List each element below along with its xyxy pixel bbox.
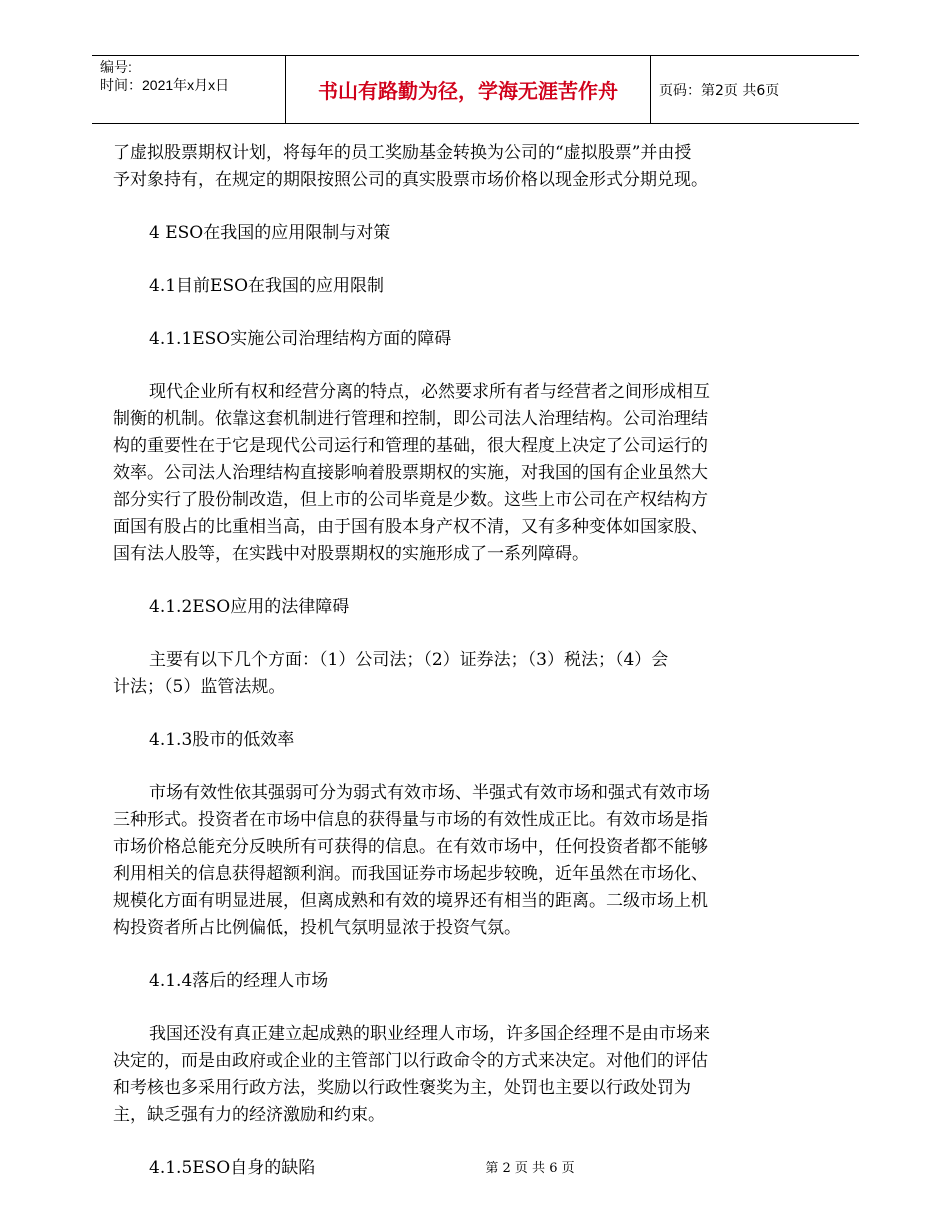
text-line: 和考核也多采用行政方法，奖励以行政性褒奖为主，处罚也主要以行政处罚为 xyxy=(113,1078,691,1098)
text-line: 三种形式。投资者在市场中信息的获得量与市场的有效性成正比。有效市场是指 xyxy=(113,810,708,830)
section-heading: 4 ESO在我国的应用限制与对策 xyxy=(149,223,391,243)
text-line: 构投资者所占比例偏低，投机气氛明显浓于投资气氛。 xyxy=(113,918,521,938)
text-line: 规模化方面有明显进展，但离成熟和有效的境界还有相当的距离。二级市场上机 xyxy=(113,891,708,911)
text-line: 国有法人股等，在实践中对股票期权的实施形成了一系列障碍。 xyxy=(113,544,589,564)
section-heading: 4.1.1ESO实施公司治理结构方面的障碍 xyxy=(149,329,452,349)
paragraph-2 xyxy=(113,379,773,568)
text-line: 构的重要性在于它是现代公司运行和管理的基础，很大程度上决定了公司运行的 xyxy=(113,436,708,456)
text-line: 决定的，而是由政府或企业的主管部门以行政命令的方式来决定。对他们的评估 xyxy=(113,1051,708,1071)
text-line: 部分实行了股份制改造，但上市的公司毕竟是少数。这些上市公司在产权结构方 xyxy=(113,490,708,510)
paragraph-5 xyxy=(113,1021,773,1129)
page-header xyxy=(92,55,859,124)
section-heading: 4.1.2ESO应用的法律障碍 xyxy=(149,597,350,617)
paragraph-4 xyxy=(113,780,773,942)
section-heading: 4.1.3股市的低效率 xyxy=(149,730,295,750)
header-page-cell xyxy=(651,56,867,123)
document-body xyxy=(113,140,773,1182)
text-line: 利用相关的信息获得超额利润。而我国证券市场起步较晚，近年虽然在市场化、 xyxy=(113,864,708,884)
paragraph-1 xyxy=(113,140,773,194)
header-meta-cell xyxy=(92,56,286,123)
text-line: 主，缺乏强有力的经济激励和约束。 xyxy=(113,1105,385,1125)
time-label: 时间：2021年x月x日 xyxy=(100,77,230,93)
text-line: 制衡的机制。依靠这套机制进行管理和控制，即公司法人治理结构。公司治理结 xyxy=(113,409,708,429)
text-line: 现代企业所有权和经营分离的特点，必然要求所有者与经营者之间形成相互 xyxy=(149,382,710,402)
section-heading: 4.1目前ESO在我国的应用限制 xyxy=(149,276,385,296)
paragraph-3 xyxy=(113,647,773,701)
text-line: 面国有股占的比重相当高，由于国有股本身产权不清，又有多种变体如国家股、 xyxy=(113,517,708,537)
text-line: 效率。公司法人治理结构直接影响着股票期权的实施，对我国的国有企业虽然大 xyxy=(113,463,708,483)
text-line: 市场价格总能充分反映所有可获得的信息。在有效市场中，任何投资者都不能够 xyxy=(113,837,708,857)
page-indicator: 页码：第2页 共6页 xyxy=(659,82,780,99)
text-line: 我国还没有真正建立起成熟的职业经理人市场，许多国企经理不是由市场来 xyxy=(149,1024,710,1044)
text-line: 了虚拟股票期权计划，将每年的员工奖励基金转换为公司的“虚拟股票”并由授 xyxy=(113,143,692,163)
motto-text: 书山有路勤为径，学海无涯苦作舟 xyxy=(318,79,618,103)
text-line: 计法；（5）监管法规。 xyxy=(113,677,286,697)
header-motto-cell xyxy=(286,56,651,123)
section-heading: 4.1.5ESO自身的缺陷 xyxy=(149,1158,316,1178)
number-label: 编号: xyxy=(100,59,132,75)
page-footer: 第 2 页 共 6 页 xyxy=(485,1161,575,1176)
text-line: 予对象持有，在规定的期限按照公司的真实股票市场价格以现金形式分期兑现。 xyxy=(113,170,708,190)
text-line: 主要有以下几个方面：（1）公司法；（2）证券法；（3）税法；（4）会 xyxy=(149,650,669,670)
text-line: 市场有效性依其强弱可分为弱式有效市场、半强式有效市场和强式有效市场 xyxy=(149,783,710,803)
section-heading: 4.1.4落后的经理人市场 xyxy=(149,971,329,991)
